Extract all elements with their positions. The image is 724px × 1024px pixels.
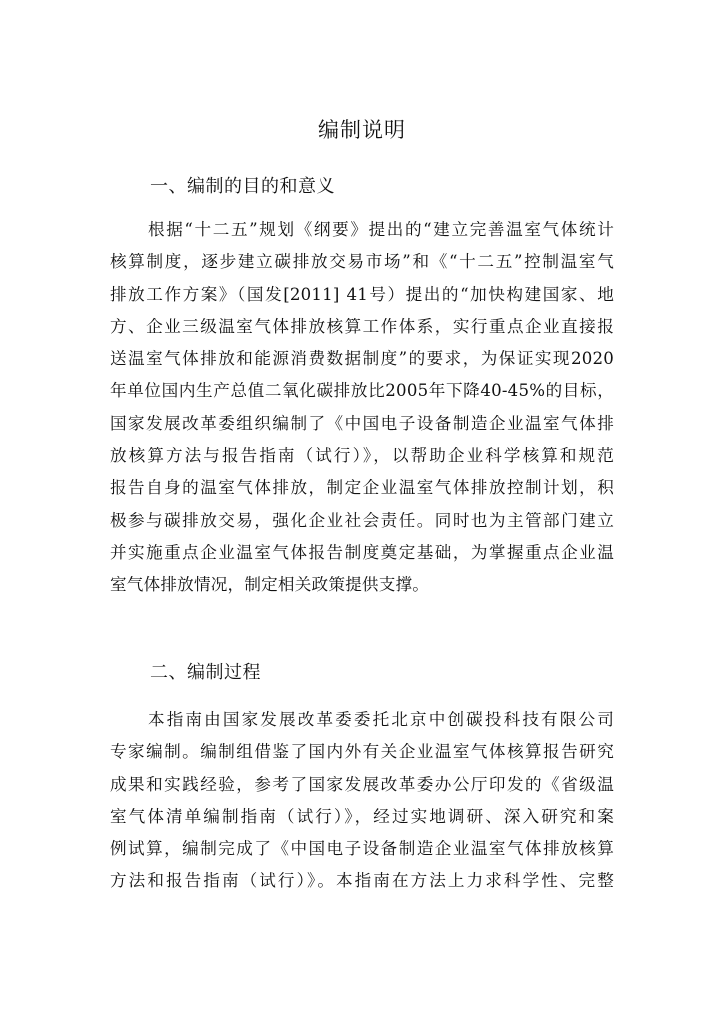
document-title: 编制说明 [318, 118, 406, 142]
section-heading-purpose: 一、编制的目的和意义 [150, 176, 335, 197]
section-body-purpose [110, 214, 614, 602]
paragraph-line: 例试算，编制完成了《中国电子设备制造企业温室气体排放核算 [110, 839, 614, 859]
paragraph-line: 排放工作方案》（国发[2011] 41号）提出的“加快构建国家、地 [110, 284, 614, 304]
paragraph-line: 核算制度，逐步建立碳排放交易市场”和《“十二五”控制温室气 [110, 252, 614, 272]
paragraph-line: 并实施重点企业温室气体报告制度奠定基础，为掌握重点企业温 [110, 542, 614, 562]
paragraph-line: 成果和实践经验，参考了国家发展改革委办公厅印发的《省级温 [110, 774, 614, 794]
paragraph-line: 年单位国内生产总值二氧化碳排放比2005年下降40-45%的目标， [110, 381, 614, 401]
paragraph-line: 室气体清单编制指南（试行）》，经过实地调研、深入研究和案 [110, 806, 614, 826]
paragraph-line: 室气体排放情况，制定相关政策提供支撑。 [110, 575, 430, 595]
paragraph-line: 极参与碳排放交易，强化企业社会责任。同时也为主管部门建立 [110, 510, 614, 530]
paragraph-line: 根据“十二五”规划《纲要》提出的“建立完善温室气体统计 [148, 220, 614, 239]
paragraph-line: 专家编制。编制组借鉴了国内外有关企业温室气体核算报告研究 [110, 742, 614, 762]
section-heading-process: 二、编制过程 [150, 662, 261, 683]
paragraph-line: 方法和报告指南（试行）》。本指南在方法上力求科学性、完整 [110, 871, 614, 891]
paragraph-line: 报告自身的温室气体排放，制定企业温室气体排放控制计划，积 [110, 478, 614, 498]
paragraph-line: 放核算方法与报告指南（试行）》，以帮助企业科学核算和规范 [110, 446, 614, 466]
paragraph-line: 本指南由国家发展改革委委托北京中创碳投科技有限公司 [148, 710, 614, 729]
paragraph-line: 国家发展改革委组织编制了《中国电子设备制造企业温室气体排 [110, 413, 614, 433]
section-body-process [110, 704, 614, 898]
paragraph-line: 方、企业三级温室气体排放核算工作体系，实行重点企业直接报 [110, 316, 614, 336]
paragraph-line: 送温室气体排放和能源消费数据制度”的要求，为保证实现2020 [110, 349, 614, 369]
